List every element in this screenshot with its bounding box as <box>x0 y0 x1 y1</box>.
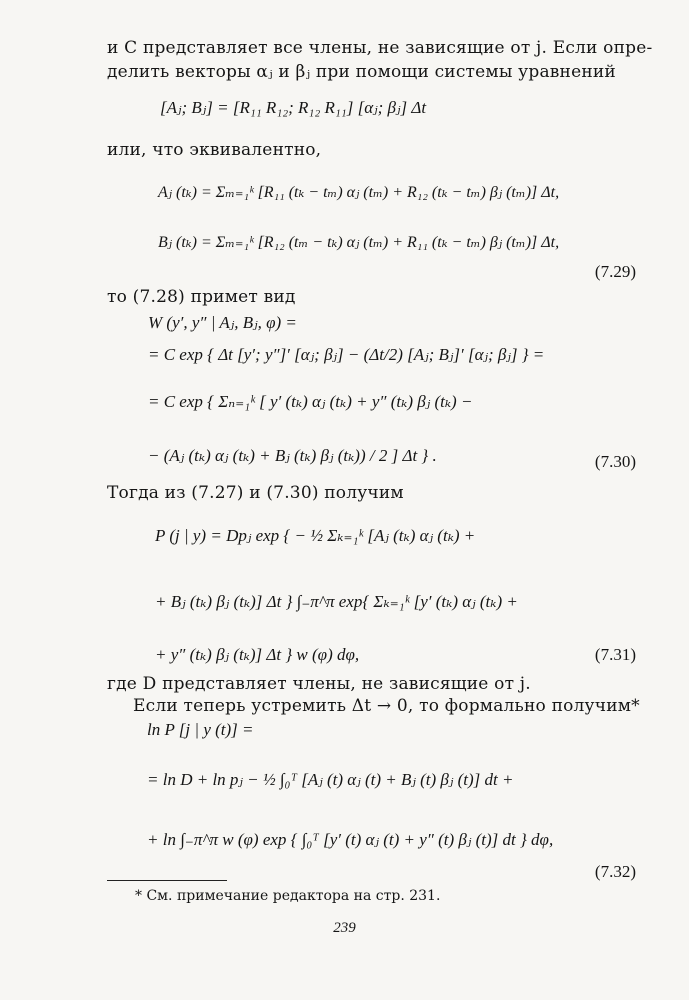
equation-number-7-32: (7.32) <box>594 862 636 881</box>
page-number: 239 <box>333 920 356 936</box>
equation-number-7-30: (7.30) <box>594 452 636 471</box>
equation-number-7-29: (7.29) <box>594 262 636 281</box>
equation-W-line4: − (Aⱼ (tₖ) αⱼ (tₖ) + Bⱼ (tₖ) βⱼ (tₖ)) / 2 ] Δt } . <box>148 446 437 465</box>
equation-Bj: Bⱼ (tₖ) = Σₘ₌₁ᵏ [R₁₂ (tₘ − tₖ) αⱼ (tₘ) + R₁₁ (tₖ − tₘ) βⱼ (tₘ)] Δt, <box>158 234 560 251</box>
text-line-4: то (7.28) примет вид <box>107 287 296 307</box>
equation-Aj: Aⱼ (tₖ) = Σₘ₌₁ᵏ [R₁₁ (tₖ − tₘ) αⱼ (tₘ) + R₁₂ (tₖ − tₘ) βⱼ (tₘ)] Δt, <box>158 184 560 201</box>
text-line-1: и C представляет все члены, не зависящие от j. Если опре- <box>107 38 653 58</box>
text-line-6: где D представляет члены, не зависящие от j. <box>107 674 531 694</box>
footnote: * См. примечание редактора на стр. 231. <box>135 888 441 904</box>
text-line-2: делить векторы αⱼ и βⱼ при помощи системы уравнений <box>107 62 616 82</box>
equation-P: P (j | y) = Dpⱼ exp { − ½ Σₖ₌₁ᵏ [Aⱼ (tₖ) αⱼ (tₖ) + <box>155 526 476 545</box>
equation-lnP-line3: + ln ∫₋π^π w (φ) exp { ∫₀ᵀ [y′ (t) αⱼ (t) + y″ (t) βⱼ (t)] dt } dφ, <box>147 830 554 849</box>
text-line-5: Тогда из (7.27) и (7.30) получим <box>107 483 404 503</box>
text-line-7: Если теперь устремить Δt → 0, то формально получим* <box>133 696 640 716</box>
equation-lnP: ln P [j | y (t)] = <box>147 720 254 739</box>
equation-P-line3: + y″ (tₖ) βⱼ (tₖ)] Δt } w (φ) dφ, <box>155 645 360 664</box>
equation-W-line2: = C exp { Δt [y′; y″]′ [αⱼ; βⱼ] − (Δt/2) [Aⱼ; Bⱼ]′ [αⱼ; βⱼ] } = <box>148 345 545 364</box>
equation-W: W (y′, y″ | Aⱼ, Bⱼ, φ) = <box>148 313 297 332</box>
equation-number-7-31: (7.31) <box>594 645 636 664</box>
equation-lnP-line2: = ln D + ln pⱼ − ½ ∫₀ᵀ [Aⱼ (t) αⱼ (t) + Bⱼ (t) βⱼ (t)] dt + <box>147 770 514 789</box>
equation-P-line2: + Bⱼ (tₖ) βⱼ (tₖ)] Δt } ∫₋π^π exp{ Σₖ₌₁ᵏ [y′ (tₖ) αⱼ (tₖ) + <box>155 592 518 611</box>
text-line-3: или, что эквивалентно, <box>107 140 322 160</box>
equation-W-line3: = C exp { Σₙ₌₁ᵏ [ y′ (tₖ) αⱼ (tₖ) + y″ (tₖ) βⱼ (tₖ) − <box>148 392 473 411</box>
footnote-divider <box>107 880 227 881</box>
matrix-equation: [Aⱼ; Bⱼ] = [R₁₁ R₁₂; R₁₂ R₁₁] [αⱼ; βⱼ] Δt <box>160 98 427 117</box>
